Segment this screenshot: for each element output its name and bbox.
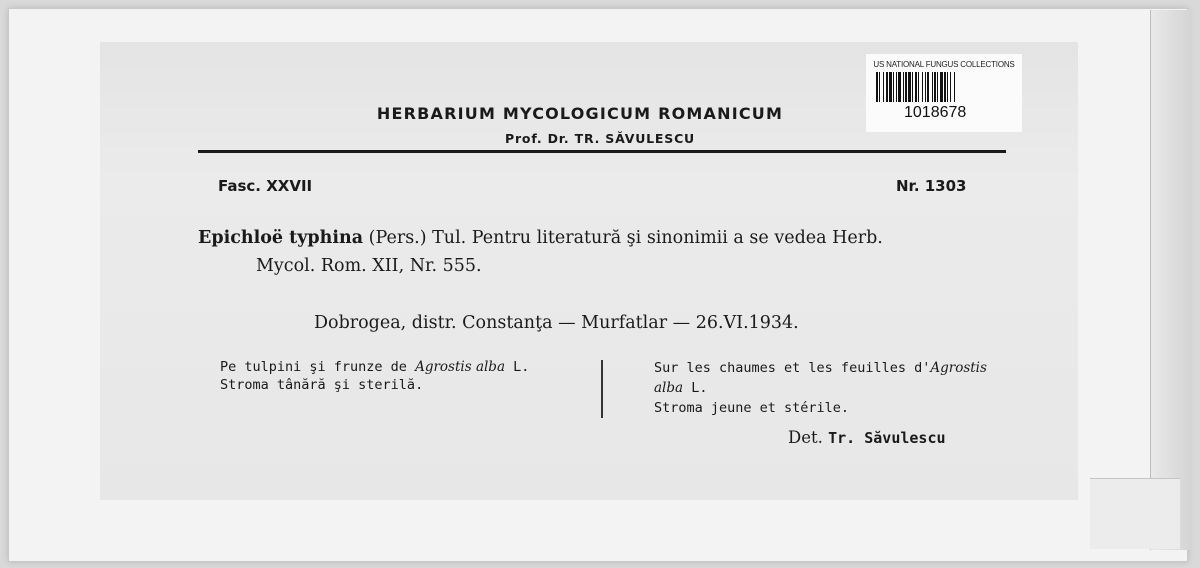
species-line <box>198 228 883 248</box>
romanian-description <box>220 358 590 394</box>
determiner-prefix: Det. <box>788 428 829 447</box>
herbarium-title: HERBARIUM MYCOLOGICUM ROMANICUM <box>376 104 784 123</box>
french-host-prefix: Sur les chaumes et les feuilles d' <box>654 360 931 376</box>
romanian-host-prefix: Pe tulpini şi frunze de <box>220 359 416 375</box>
french-host-epithet: alba <box>654 380 684 396</box>
species-name: Epichloë typhina <box>198 228 364 248</box>
specimen-number: Nr. 1303 <box>896 177 967 195</box>
barcode-number: 1018678 <box>904 104 967 121</box>
barcode-caption: US NATIONAL FUNGUS COLLECTIONS <box>873 60 1015 69</box>
herbarium-subtitle: Prof. Dr. TR. SĂVULESCU <box>505 131 695 146</box>
french-host-genus: Agrostis <box>930 360 987 376</box>
header-rule <box>198 150 1006 153</box>
fascicle-label: Fasc. XXVII <box>218 177 313 195</box>
species-reference: Mycol. Rom. XII, Nr. 555. <box>256 256 482 276</box>
determiner-name: Tr. Săvulescu <box>828 429 946 447</box>
romanian-host-suffix: L. <box>505 359 530 375</box>
locality: Dobrogea, distr. Constanţa — Murfatlar — 26.VI.1934. <box>314 313 799 333</box>
french-description <box>654 358 1014 418</box>
romanian-line-1 <box>220 358 590 376</box>
species-authority: (Pers.) Tul. Pentru literatură şi sinonimii a se vedea Herb. <box>368 228 883 248</box>
french-line-2 <box>654 378 1014 398</box>
french-host-suffix: L. <box>683 380 708 396</box>
romanian-line-2: Stroma tânără şi sterilă. <box>220 377 424 393</box>
envelope-flap-right <box>1150 10 1191 550</box>
romanian-host-species: Agrostis alba <box>415 359 505 375</box>
french-line-1 <box>654 358 1014 378</box>
french-line-3: Stroma jeune et stérile. <box>654 400 850 416</box>
column-divider <box>601 360 603 418</box>
determiner <box>788 428 946 447</box>
barcode-bars <box>876 72 1012 102</box>
envelope-flap-bottom <box>1090 478 1180 549</box>
